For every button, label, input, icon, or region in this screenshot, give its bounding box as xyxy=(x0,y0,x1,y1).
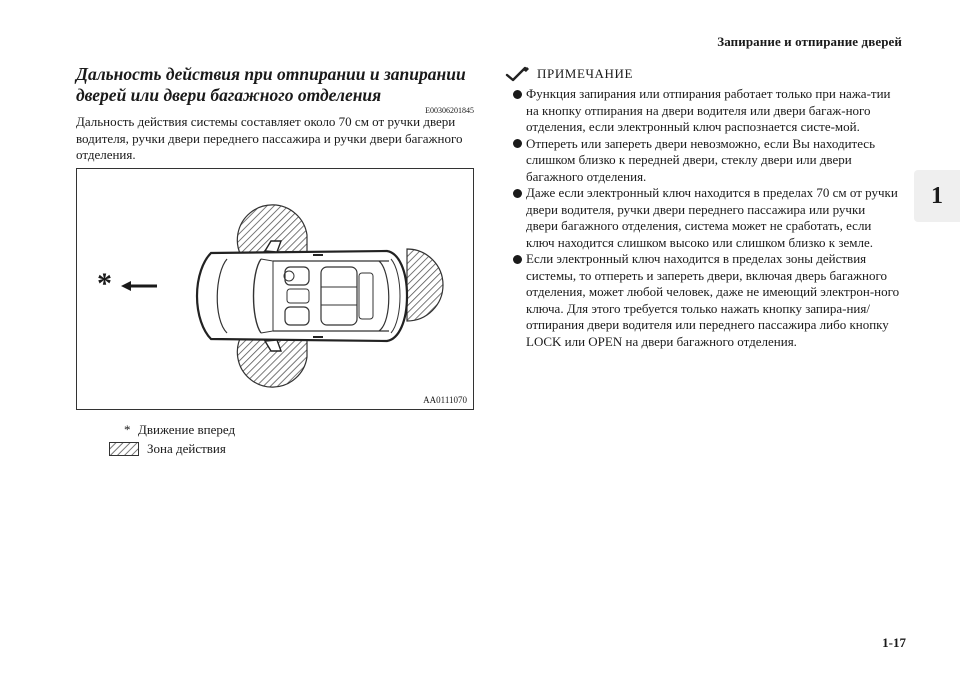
forward-symbol: * xyxy=(124,422,131,437)
note-item-text: Даже если электронный ключ находится в пределах 70 см от ручки двери водителя, ручки двери переднего пассажира или ручки двери багажного отделения, система может не сработать, если ключ находится слишком высоко или слишком близко к земле. xyxy=(526,185,898,250)
range-figure xyxy=(76,168,474,410)
section-intro: Дальность действия системы составляет около 70 см от ручки двери водителя, ручки двери переднего пассажира и ручки двери багажного отделения. xyxy=(76,114,463,162)
zone-tailgate xyxy=(407,249,443,321)
note-item xyxy=(514,86,900,136)
running-header: Запирание и отпирание дверей xyxy=(717,34,902,49)
bullet-icon xyxy=(513,255,522,264)
car-topview-diagram xyxy=(77,169,473,409)
legend-forward-label: Движение вперед xyxy=(138,422,236,437)
note-title: ПРИМЕЧАНИЕ xyxy=(537,66,634,81)
note-list xyxy=(514,86,900,350)
legend-forward xyxy=(124,422,235,438)
bullet-icon xyxy=(513,90,522,99)
note-item xyxy=(514,251,900,350)
note-item xyxy=(514,136,900,186)
rear-seat xyxy=(321,267,357,325)
hatch-swatch-icon xyxy=(109,442,139,456)
front-seat-left xyxy=(285,267,309,285)
section-title: Дальность действия при отпирании и запирании дверей или двери багажного отделения xyxy=(76,64,466,105)
bullet-icon xyxy=(513,139,522,148)
chapter-number: 1 xyxy=(931,182,943,209)
front-seat-right xyxy=(285,307,309,325)
note-item xyxy=(514,185,900,251)
bullet-icon xyxy=(513,189,522,198)
legend-zone xyxy=(109,441,226,457)
note-item-text: Если электронный ключ находится в пределах зоны действия системы, то отпереть и запереть двери, включая дверь багажного отделения, может любой человек, даже не имеющий электрон-ного ключа. Для этого требуется только нажать кнопку запира-ния/отпирания двери водителя или переднего пассажира либо кнопку LOCK или OPEN на двери багажного отделения. xyxy=(526,251,900,349)
section-code: E00306201845 xyxy=(425,106,474,115)
page-number: 1-17 xyxy=(882,635,906,650)
figure-id: AA0111070 xyxy=(423,395,467,405)
chapter-tab xyxy=(914,170,960,222)
pencil-note-icon xyxy=(505,66,531,82)
note-item-text: Отпереть или запереть двери невозможно, если Вы находитесь слишком близко к передней двери, стеклу двери или двери багажного отделения. xyxy=(526,135,876,184)
forward-marker: * xyxy=(97,267,112,300)
note-item-text: Функция запирания или отпирания работает только при нажа-тии на кнопку отпирания на двери водителя или двери багаж-ного отделения, если электронный ключ распознается систе-мой. xyxy=(526,86,891,134)
legend-zone-label: Зона действия xyxy=(147,441,226,456)
note-header xyxy=(505,66,633,82)
forward-arrow xyxy=(121,281,157,291)
